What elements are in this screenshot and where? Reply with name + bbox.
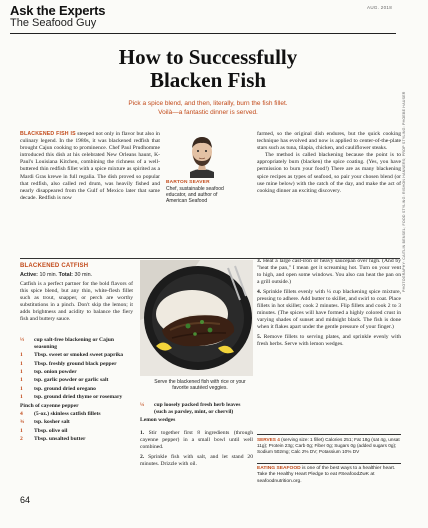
ingredient-quantity: 1: [20, 352, 23, 359]
ingredient-text: cup salt-free blackening or Cajun seasoning: [34, 337, 114, 350]
ingredient-text: tsp. kosher salt: [34, 419, 70, 426]
ingredient-quantity: ⅓: [20, 337, 25, 343]
section-header: [10, 4, 420, 34]
recipe-step: [257, 258, 401, 286]
note-rule: [257, 463, 401, 464]
issue-date: AUG. 2018: [367, 5, 392, 10]
step-text: Sprinkle fish with salt, and let stand 20 minutes. Drizzle with oil.: [140, 454, 253, 467]
ingredient-text: tsp. ground dried thyme or rosemary: [34, 394, 123, 401]
ingredient-text: tsp. onion powder: [34, 368, 77, 375]
ingredient-text: (5-oz.) skinless catfish fillets: [34, 410, 101, 417]
ingredient-item: [20, 428, 134, 435]
dish-photo: [140, 260, 253, 376]
ingredient-text: tsp. garlic powder or garlic salt: [34, 377, 109, 384]
step-number: 3.: [257, 258, 262, 264]
ingredient-list-secondary: [140, 402, 253, 426]
ingredient-item: [20, 419, 134, 426]
portrait-illustration: [182, 132, 222, 178]
ingredient-item: [20, 337, 134, 351]
intro-column-2: [257, 131, 401, 195]
nutrition-info: SERVES 4 (serving size: 1 fillet) Calories 251; Fat 18g (sat 4g, unsat 11g); Protein 23g; Carb 0g; Fiber 0g; Sugars 0g (added sugars 0g); Sodium 502mg; Calc 2% DV; Potassium 10% DV: [257, 434, 401, 456]
ingredient-text: Tbsp. olive oil: [34, 427, 68, 434]
blackened-fish-plate: [140, 260, 253, 376]
ingredient-quantity: 1: [20, 385, 23, 392]
expert-portrait: [182, 132, 222, 178]
ingredient-item: [20, 394, 134, 401]
intro-column-1: BLACKENED FISH IS steeped not only in flavor but also in culinary legend. In the 1980s, it was blackened redfish that brought Cajun cooking to prominence. Chef Paul Prudhomme introduced this dish at his celebrated New Orleans haunt, K-Paul's Louisiana Kitchen, combining the richness of a well-buttered thin redfish fillet with a spice mixture as spirited as a Mardi Gras krewe in full regalia. The dish proved so popular that redfish, also called red drum, was heavily fished and nearly disappeared from the Gulf of Mexico later that same decade. Redfish is now: [20, 131, 160, 201]
article-title: How to Successfully Blacken Fish: [118, 45, 298, 92]
ingredient-quantity: 2: [20, 436, 23, 443]
ingredient-list: [20, 337, 134, 444]
ingredient-text: tsp. ground dried oregano: [34, 385, 96, 392]
step-text: Heat a large cast-iron or heavy saucepan over high. (And by "heat the pan," I mean get it screaming hot. Turn on your vent to high, and open some windows. You also can heat the pan on a grill outside.): [257, 258, 401, 285]
recipe-times: Active: 10 min. Total: 30 min.: [20, 272, 93, 278]
ingredient-text: Tbsp. unsalted butter: [34, 436, 86, 443]
ingredient-quantity: 1: [20, 377, 23, 384]
ingredient-item: Lemon wedges: [140, 417, 176, 424]
ingredient-quantity: 1: [20, 394, 23, 401]
ingredient-text: Tbsp. freshly ground black pepper: [34, 360, 117, 367]
ingredient-item: [20, 386, 134, 393]
ingredient-item: [20, 377, 134, 384]
ingredient-item: [20, 436, 134, 443]
ingredient-quantity: 4: [20, 410, 23, 417]
recipe-step: [257, 289, 401, 331]
article-deck: Pick a spice blend, and then, literally, burn the fish fillet. Voilà—a fantastic dinner is served.: [128, 100, 288, 116]
section-subtitle: The Seafood Guy: [10, 17, 97, 29]
section-title: Ask the Experts: [10, 3, 106, 18]
ingredient-quantity: ¼: [140, 402, 145, 408]
step-text: Remove fillets to serving plates, and sprinkle evenly with fresh herbs. Serve with lemon wedges.: [257, 334, 401, 347]
recipe-steps-part-1: [140, 430, 253, 471]
recipe-step: [257, 334, 401, 348]
step-text: Sprinkle fillets evenly with ¼ cup blackening spice mixture, pressing to adhere. Add butter to skillet, and swirl to coat. Place fillets in hot skillet; cook 2 minutes. Flip fillets and cook 2 to 3 minutes. (The spices will have formed a highly colored crust in varying shades of sunset and midnight black. The fish is done when it flakes apart under the gentle pressure of your finger.): [257, 289, 401, 330]
ingredient-quantity: 1: [20, 368, 23, 375]
ingredient-text: cup loosely packed fresh herb leaves (such as parsley, mint, or chervil): [154, 402, 241, 415]
recipe-steps-part-2: [257, 258, 401, 351]
header-rule: [10, 33, 396, 34]
ingredient-item: [20, 411, 134, 418]
ingredient-item: [140, 402, 253, 416]
expert-bio: Chef, sustainable seafood educator, and author of American Seafood: [166, 186, 224, 205]
ingredient-item: Pinch of cayenne pepper: [20, 402, 79, 409]
recipe-intro: Catfish is a perfect partner for the bold flavors of this spice blend, but any thin, white-flesh fillet such as trout, snapper, or perch are worthy substitutions in a pinch. Don't skip the lemon; it adds brightness and acidity to balance the fiery fish and buttery sauce.: [20, 281, 133, 323]
step-number: 2.: [140, 454, 145, 460]
ingredient-quantity: 1: [20, 360, 23, 367]
intro-paragraph: The method is called blackening because the point is to appropriately burn (blacken) the spice coating. (Yes, you have permission to burn your food!) There are as many blackening spice recipes as types of seafood, so pair your chosen blend (or use mine below) with the catch of the day, and make the act of cooking dinner an exciting discovery.: [257, 152, 401, 194]
intro-paragraph: farmed, so the original dish endures, but the quick cooking technique has evolved and now is applied to center-of-the-plate stars such as tuna, tilapia, chicken, and cauliflower steaks.: [257, 131, 401, 152]
seafood-note: EATING SEAFOOD is one of the best ways to a healthier heart. Take the Healthy Heart Pledge to eat #SeafoodZwK at seafoodnutrition.org.: [257, 466, 396, 484]
note-lead: EATING SEAFOOD: [257, 466, 301, 471]
recipe-step: [140, 454, 253, 468]
nutrition-serves: SERVES 4: [257, 437, 280, 442]
recipe-title: BLACKENED CATFISH: [20, 263, 89, 269]
ingredient-text: Tbsp. sweet or smoked sweet paprika: [34, 352, 124, 359]
photo-credit: PHOTOGRAPHY: CAITLIN BENSEL; FOOD STYLING: RISHON HANNERS; PROP STYLING: PHOEBE HAUSER: [402, 91, 406, 292]
ingredient-quantity: 1: [20, 427, 23, 434]
page-number: 64: [20, 495, 31, 505]
ingredient-item: [20, 369, 134, 376]
step-number: 1.: [140, 430, 145, 436]
photo-caption: Serve the blackened fish with rice or your favorite sautéed veggies.: [154, 379, 246, 392]
step-number: 5.: [257, 334, 262, 340]
ingredient-item: [20, 361, 134, 368]
ingredient-quantity: ¾: [20, 419, 25, 426]
expert-profile: [166, 132, 238, 205]
intro-lead: BLACKENED FISH IS: [20, 131, 76, 137]
step-text: Stir together first 8 ingredients (through cayenne pepper) in a small bowl until well combined.: [140, 430, 253, 450]
expert-name: BARTON SEAVER: [166, 180, 210, 185]
step-number: 4.: [257, 289, 262, 295]
recipe-step: [140, 430, 253, 451]
ingredient-item: [20, 352, 134, 359]
